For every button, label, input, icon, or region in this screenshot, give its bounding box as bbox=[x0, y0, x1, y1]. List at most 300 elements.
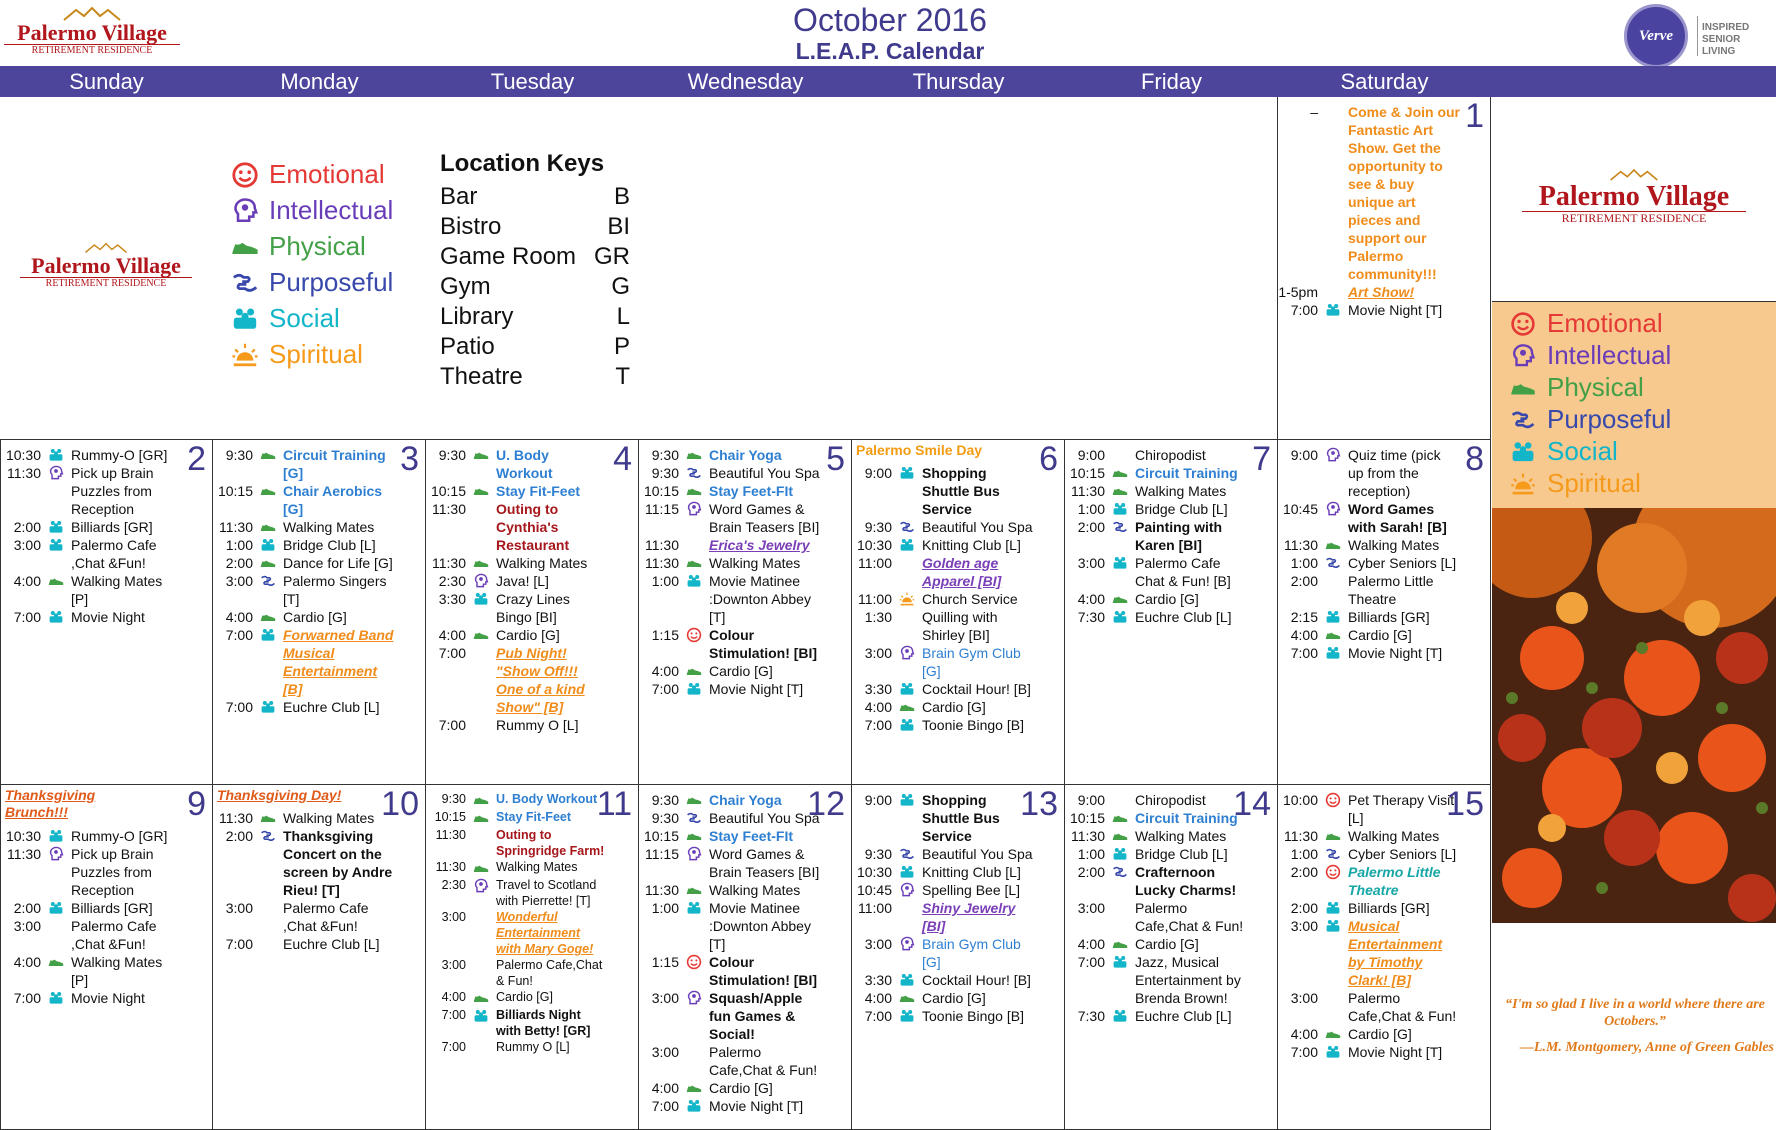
event-item bbox=[852, 698, 1034, 716]
event-item bbox=[213, 809, 395, 827]
day-number: 13 bbox=[1020, 785, 1058, 823]
legend-label: Purposeful bbox=[269, 267, 394, 297]
event-time: 9:00 bbox=[864, 792, 892, 808]
event-time: 9:30 bbox=[651, 447, 679, 463]
helping-hands-icon bbox=[260, 573, 276, 589]
event-title: Walking Mates bbox=[496, 860, 578, 874]
event-title: Cardio [G] bbox=[709, 663, 773, 679]
event-icon-slot bbox=[1111, 827, 1129, 845]
legend-icon-wrap bbox=[230, 232, 260, 262]
event-item bbox=[639, 572, 821, 626]
people-icon bbox=[686, 681, 702, 697]
event-time: 3:30 bbox=[438, 591, 466, 607]
right-legend-item-emotional bbox=[1508, 308, 1663, 339]
people-icon bbox=[260, 537, 276, 553]
event-title: Colour Stimulation! [BI] bbox=[709, 627, 818, 661]
event-time: 4:00 bbox=[651, 663, 679, 679]
event-item bbox=[1278, 554, 1460, 572]
event-time: 3:00 bbox=[13, 537, 41, 553]
event-time: 3:00 bbox=[651, 1044, 679, 1060]
location-code: GR bbox=[594, 243, 630, 270]
event-time: 11:30 bbox=[1071, 828, 1105, 844]
event-time: 7:00 bbox=[225, 699, 253, 715]
people-icon bbox=[899, 537, 915, 553]
event-icon-slot bbox=[259, 446, 277, 464]
event-title: Movie Night [T] bbox=[1348, 302, 1443, 318]
event-icon-slot bbox=[1111, 446, 1129, 464]
event-title: Chiropodist bbox=[1135, 447, 1206, 463]
event-icon-slot bbox=[259, 536, 277, 554]
event-title: Wonderful Entertainment with Mary Goge! bbox=[496, 910, 594, 956]
sneaker-icon bbox=[899, 699, 915, 715]
event-icon-slot bbox=[259, 626, 277, 644]
event-time: 7:00 bbox=[13, 609, 41, 625]
event-title: Palermo Cafe,Chat & Fun! bbox=[496, 958, 603, 988]
event-time: 10:15 bbox=[434, 810, 466, 824]
event-title: Art Show! bbox=[1348, 284, 1415, 300]
event-time: 2:00 bbox=[13, 900, 41, 916]
sneaker-icon bbox=[686, 447, 702, 463]
event-item bbox=[1278, 283, 1460, 301]
event-list bbox=[1065, 446, 1247, 626]
event-title: Cocktail Hour! [B] bbox=[922, 972, 1031, 988]
sneaker-icon bbox=[1325, 828, 1341, 844]
people-icon bbox=[260, 699, 276, 715]
day-banner: Palermo Smile Day bbox=[856, 442, 983, 458]
flowers-image bbox=[1492, 508, 1776, 923]
event-title: Movie Night bbox=[71, 990, 145, 1006]
event-item bbox=[426, 827, 608, 859]
day-cell-1 bbox=[1278, 97, 1491, 440]
event-item bbox=[639, 845, 821, 881]
event-title: Palermo Cafe,Chat & Fun! bbox=[1135, 900, 1244, 934]
event-item bbox=[852, 644, 1034, 680]
event-icon-slot bbox=[685, 446, 703, 464]
event-time: 4:00 bbox=[864, 990, 892, 1006]
sneaker-icon bbox=[473, 810, 489, 826]
event-icon-slot bbox=[685, 536, 703, 554]
event-item bbox=[852, 1007, 1034, 1025]
people-icon bbox=[1325, 1044, 1341, 1060]
legend-label: Physical bbox=[1547, 372, 1644, 402]
logo-name: Palermo Village bbox=[17, 20, 167, 45]
event-time: 3:00 bbox=[225, 573, 253, 589]
sneaker-icon bbox=[686, 555, 702, 571]
event-time: 3:00 bbox=[864, 936, 892, 952]
event-item bbox=[1278, 827, 1460, 845]
event-item bbox=[1065, 554, 1247, 590]
event-list bbox=[1065, 791, 1247, 1025]
logo-subtitle: RETIREMENT RESIDENCE bbox=[1522, 211, 1746, 225]
event-item bbox=[852, 554, 1034, 590]
event-icon-slot bbox=[898, 791, 916, 809]
event-icon-slot bbox=[472, 1007, 490, 1025]
event-item bbox=[426, 590, 608, 626]
helping-hands-icon bbox=[1510, 407, 1536, 433]
event-time: 4:00 bbox=[13, 954, 41, 970]
event-item bbox=[639, 1079, 821, 1097]
event-title: Cardio [G] bbox=[922, 699, 986, 715]
event-icon-slot bbox=[47, 536, 65, 554]
event-title: Stay Fit-Feet bbox=[496, 483, 581, 499]
event-title: Travel to Scotland with Pierrette! [T] bbox=[496, 878, 597, 908]
event-item bbox=[1278, 103, 1460, 283]
legend-label: Spiritual bbox=[1547, 468, 1641, 498]
event-item bbox=[1065, 935, 1247, 953]
event-icon-slot bbox=[685, 989, 703, 1007]
event-time: 7:30 bbox=[1077, 1008, 1105, 1024]
people-icon bbox=[231, 305, 259, 333]
people-icon bbox=[899, 972, 915, 988]
event-title: Walking Mates bbox=[283, 519, 375, 535]
location-name: Library bbox=[440, 303, 514, 330]
event-icon-slot bbox=[1111, 953, 1129, 971]
event-item bbox=[1065, 827, 1247, 845]
event-icon-slot bbox=[898, 590, 916, 608]
event-title: Colour Stimulation! [BI] bbox=[709, 954, 818, 988]
event-item bbox=[852, 845, 1034, 863]
location-name: Patio bbox=[440, 333, 495, 360]
people-icon bbox=[899, 792, 915, 808]
legend-item-intellectual bbox=[230, 195, 393, 226]
event-item bbox=[639, 464, 821, 482]
event-item bbox=[1278, 917, 1460, 989]
legend-icon-wrap bbox=[230, 268, 260, 298]
event-title: Circuit Training bbox=[1135, 810, 1238, 826]
location-code: G bbox=[611, 273, 630, 300]
event-title: Thanksgiving Concert on the screen by Andre Rieu! [T] bbox=[283, 828, 393, 898]
people-icon bbox=[899, 465, 915, 481]
event-time: 10:30 bbox=[5, 828, 41, 844]
day-number: 4 bbox=[613, 440, 632, 478]
event-item bbox=[426, 716, 608, 734]
event-title: Movie Night bbox=[71, 609, 145, 625]
event-title: Euchre Club [L] bbox=[1135, 1008, 1232, 1024]
event-time: 3:00 bbox=[1077, 900, 1105, 916]
event-icon-slot bbox=[1111, 863, 1129, 881]
sneaker-icon bbox=[260, 555, 276, 571]
event-time: 11:30 bbox=[435, 828, 466, 842]
location-key-row bbox=[440, 243, 630, 271]
event-time: 1:00 bbox=[225, 537, 253, 553]
event-list bbox=[852, 791, 1034, 1025]
sneaker-icon bbox=[899, 990, 915, 1006]
event-time: 9:00 bbox=[1290, 447, 1318, 463]
event-title: Palermo Little Theatre bbox=[1348, 864, 1441, 898]
event-time: 11:15 bbox=[645, 501, 679, 517]
event-icon-slot bbox=[898, 644, 916, 662]
location-name: Game Room bbox=[440, 243, 577, 270]
sneaker-icon bbox=[1325, 537, 1341, 553]
event-item bbox=[1278, 899, 1460, 917]
event-item bbox=[426, 626, 608, 644]
people-icon bbox=[1325, 645, 1341, 661]
event-item bbox=[1, 953, 182, 989]
sneaker-icon bbox=[686, 663, 702, 679]
logo-name: Palermo Village bbox=[1538, 181, 1730, 212]
event-time: 10:30 bbox=[856, 537, 892, 553]
event-icon-slot bbox=[685, 554, 703, 572]
sneaker-icon bbox=[260, 483, 276, 499]
brain-head-icon bbox=[899, 882, 915, 898]
event-icon-slot bbox=[472, 590, 490, 608]
event-icon-slot bbox=[259, 809, 277, 827]
event-icon-slot bbox=[1111, 809, 1129, 827]
event-icon-slot bbox=[898, 935, 916, 953]
event-time: 3:00 bbox=[441, 910, 466, 924]
brain-head-icon bbox=[899, 936, 915, 952]
helping-hands-icon bbox=[1325, 846, 1341, 862]
event-icon-slot bbox=[898, 608, 916, 626]
event-time: 3:00 bbox=[864, 645, 892, 661]
event-item bbox=[639, 554, 821, 572]
people-icon bbox=[48, 828, 64, 844]
event-item bbox=[639, 1043, 821, 1079]
event-list bbox=[1, 827, 182, 1007]
day-number: 12 bbox=[807, 785, 845, 823]
location-key-row bbox=[440, 363, 630, 391]
people-icon bbox=[473, 1008, 489, 1024]
event-icon-slot bbox=[47, 518, 65, 536]
event-icon-slot bbox=[898, 989, 916, 1007]
event-item bbox=[1, 608, 182, 626]
event-icon-slot bbox=[1111, 590, 1129, 608]
event-item bbox=[1278, 1025, 1460, 1043]
event-title: Brain Gym Club [G] bbox=[922, 645, 1021, 679]
event-icon-slot bbox=[1324, 989, 1342, 1007]
event-title: Toonie Bingo [B] bbox=[922, 717, 1024, 733]
day-cell-15 bbox=[1278, 785, 1491, 1130]
event-item bbox=[639, 827, 821, 845]
event-time: 7:00 bbox=[651, 681, 679, 697]
people-icon bbox=[686, 900, 702, 916]
location-code: L bbox=[616, 303, 630, 330]
event-icon-slot bbox=[685, 1079, 703, 1097]
event-title: Bridge Club [L] bbox=[1135, 846, 1228, 862]
event-title: Cardio [G] bbox=[1135, 936, 1199, 952]
smiley-icon bbox=[686, 627, 702, 643]
event-icon-slot bbox=[685, 827, 703, 845]
event-list bbox=[1278, 791, 1460, 1061]
people-icon bbox=[1112, 954, 1128, 970]
event-icon-slot bbox=[259, 899, 277, 917]
people-icon bbox=[48, 900, 64, 916]
sneaker-icon bbox=[48, 954, 64, 970]
event-icon-slot bbox=[1324, 626, 1342, 644]
day-thursday: Thursday bbox=[912, 69, 1005, 94]
event-icon-slot bbox=[1324, 283, 1342, 301]
location-name: Bistro bbox=[440, 213, 502, 240]
event-icon-slot bbox=[898, 845, 916, 863]
event-item bbox=[1065, 446, 1247, 464]
event-icon-slot bbox=[1324, 845, 1342, 863]
legend-block bbox=[0, 97, 1278, 440]
event-title: Forwarned Band Musical Entertainment [B] bbox=[283, 627, 394, 697]
day-cell-14 bbox=[1065, 785, 1278, 1130]
day-number: 8 bbox=[1465, 440, 1484, 478]
event-time: 2:30 bbox=[441, 878, 466, 892]
sneaker-icon bbox=[260, 810, 276, 826]
event-icon-slot bbox=[47, 827, 65, 845]
sneaker-icon bbox=[686, 792, 702, 808]
event-list bbox=[426, 446, 608, 734]
event-item bbox=[213, 935, 395, 953]
people-icon bbox=[686, 1098, 702, 1114]
day-saturday: Saturday bbox=[1340, 69, 1429, 94]
event-item bbox=[639, 662, 821, 680]
right-legend-item-social bbox=[1508, 436, 1618, 467]
event-title: Cyber Seniors [L] bbox=[1348, 846, 1457, 862]
day-number: 11 bbox=[596, 785, 632, 823]
legend-label: Intellectual bbox=[1547, 340, 1672, 370]
event-icon-slot bbox=[1324, 1043, 1342, 1061]
event-time: 9:00 bbox=[1077, 447, 1105, 463]
event-item bbox=[639, 881, 821, 899]
event-time: 1:00 bbox=[1290, 555, 1318, 571]
event-icon-slot bbox=[1111, 935, 1129, 953]
event-icon-slot bbox=[685, 1097, 703, 1115]
verve-tagline-line1: INSPIRED bbox=[1702, 22, 1750, 33]
day-number: 5 bbox=[826, 440, 845, 478]
event-title: Billiards [GR] bbox=[71, 519, 153, 535]
event-icon-slot bbox=[1324, 644, 1342, 662]
verve-tagline bbox=[1702, 22, 1776, 58]
event-icon-slot bbox=[1111, 845, 1129, 863]
event-item bbox=[1, 536, 182, 572]
event-icon-slot bbox=[898, 863, 916, 881]
legend-label: Physical bbox=[269, 231, 366, 261]
event-time: 2:30 bbox=[438, 573, 466, 589]
event-item bbox=[1, 917, 182, 953]
event-icon-slot bbox=[259, 698, 277, 716]
event-time: 3:00 bbox=[1290, 990, 1318, 1006]
event-title: Walking Mates bbox=[1135, 483, 1227, 499]
event-title: Chair Yoga bbox=[709, 792, 782, 808]
day-cell-13 bbox=[852, 785, 1065, 1130]
event-title: Java! [L] bbox=[496, 573, 549, 589]
event-item bbox=[852, 881, 1034, 899]
event-title: Rummy O [L] bbox=[496, 717, 579, 733]
event-icon-slot bbox=[472, 644, 490, 662]
event-icon-slot bbox=[685, 881, 703, 899]
event-icon-slot bbox=[685, 845, 703, 863]
sneaker-icon bbox=[1325, 1026, 1341, 1042]
event-item bbox=[1278, 626, 1460, 644]
event-title: Knitting Club [L] bbox=[922, 864, 1021, 880]
sneaker-icon bbox=[260, 519, 276, 535]
event-title: Outing to Cynthia's Restaurant bbox=[496, 501, 570, 553]
event-icon-slot bbox=[898, 1007, 916, 1025]
brain-head-icon bbox=[231, 197, 259, 225]
event-icon-slot bbox=[472, 572, 490, 590]
event-title: Euchre Club [L] bbox=[1135, 609, 1232, 625]
people-icon bbox=[1325, 302, 1341, 318]
event-list bbox=[1278, 103, 1460, 319]
right-legend-item-purposeful bbox=[1508, 404, 1671, 435]
event-title: Palermo Little Theatre bbox=[1348, 573, 1434, 607]
brain-head-icon bbox=[686, 501, 702, 517]
event-icon-slot bbox=[898, 464, 916, 482]
verve-logo: Verve bbox=[1624, 4, 1688, 68]
people-icon bbox=[1112, 1008, 1128, 1024]
event-title: Bridge Club [L] bbox=[1135, 501, 1228, 517]
event-title: Beautiful You Spa bbox=[922, 519, 1033, 535]
people-icon bbox=[899, 1008, 915, 1024]
event-item bbox=[639, 1097, 821, 1115]
event-icon-slot bbox=[1324, 301, 1342, 319]
event-icon-slot bbox=[685, 809, 703, 827]
event-title: Quilling with Shirley [BI] bbox=[922, 609, 998, 643]
event-time: 1:00 bbox=[1290, 846, 1318, 862]
event-time: 7:00 bbox=[864, 1008, 892, 1024]
event-title: Erica's Jewelry bbox=[709, 537, 810, 553]
people-icon bbox=[686, 573, 702, 589]
legend-icon-wrap bbox=[230, 304, 260, 334]
location-key-row bbox=[440, 273, 630, 301]
event-title: Chair Aerobics [G] bbox=[283, 483, 383, 517]
event-item bbox=[852, 464, 1034, 518]
event-title: Word Games & Brain Teasers [BI] bbox=[709, 501, 820, 535]
event-item bbox=[426, 957, 608, 989]
event-item bbox=[213, 608, 395, 626]
event-title: Knitting Club [L] bbox=[922, 537, 1021, 553]
people-icon bbox=[1325, 609, 1341, 625]
event-title: Palermo Cafe,Chat & Fun! bbox=[1348, 990, 1457, 1024]
brain-head-icon bbox=[1325, 501, 1341, 517]
event-title: Walking Mates bbox=[496, 555, 588, 571]
event-time: 1:15 bbox=[651, 954, 679, 970]
sneaker-icon bbox=[231, 233, 259, 261]
event-title: Word Games with Sarah! [B] bbox=[1348, 501, 1447, 535]
sneaker-icon bbox=[1112, 810, 1128, 826]
event-time: 4:00 bbox=[1290, 627, 1318, 643]
day-sunday: Sunday bbox=[69, 69, 144, 94]
legend-label: Purposeful bbox=[1547, 404, 1672, 434]
legend-icon-wrap bbox=[1508, 341, 1538, 371]
event-icon-slot bbox=[898, 971, 916, 989]
event-title: Cardio [G] bbox=[1135, 591, 1199, 607]
event-icon-slot bbox=[472, 554, 490, 572]
day-cell-4 bbox=[426, 440, 639, 785]
event-item bbox=[426, 791, 608, 809]
event-time: 11:30 bbox=[645, 555, 679, 571]
day-number: 14 bbox=[1233, 785, 1271, 823]
event-title: Stay Fit-Feet bbox=[496, 810, 572, 824]
event-icon-slot bbox=[685, 1043, 703, 1061]
event-title: Beautiful You Spa bbox=[922, 846, 1033, 862]
event-title: Cardio [G] bbox=[922, 990, 986, 1006]
people-icon bbox=[1510, 439, 1536, 465]
event-icon-slot bbox=[472, 626, 490, 644]
event-item bbox=[426, 482, 608, 500]
event-item bbox=[852, 608, 1034, 644]
event-item bbox=[426, 809, 608, 827]
event-item bbox=[1, 845, 182, 899]
event-title: Cardio [G] bbox=[1348, 1026, 1412, 1042]
event-item bbox=[852, 518, 1034, 536]
people-icon bbox=[1112, 501, 1128, 517]
day-number: 10 bbox=[381, 785, 419, 823]
event-item bbox=[1278, 301, 1460, 319]
event-time: 7:00 bbox=[13, 990, 41, 1006]
event-time: 9:30 bbox=[651, 465, 679, 481]
brain-head-icon bbox=[686, 990, 702, 1006]
event-time: 1:00 bbox=[651, 900, 679, 916]
event-item bbox=[852, 989, 1034, 1007]
people-icon bbox=[899, 717, 915, 733]
legend-label: Emotional bbox=[269, 159, 385, 189]
event-title: Golden age Apparel [BI] bbox=[922, 555, 1002, 589]
